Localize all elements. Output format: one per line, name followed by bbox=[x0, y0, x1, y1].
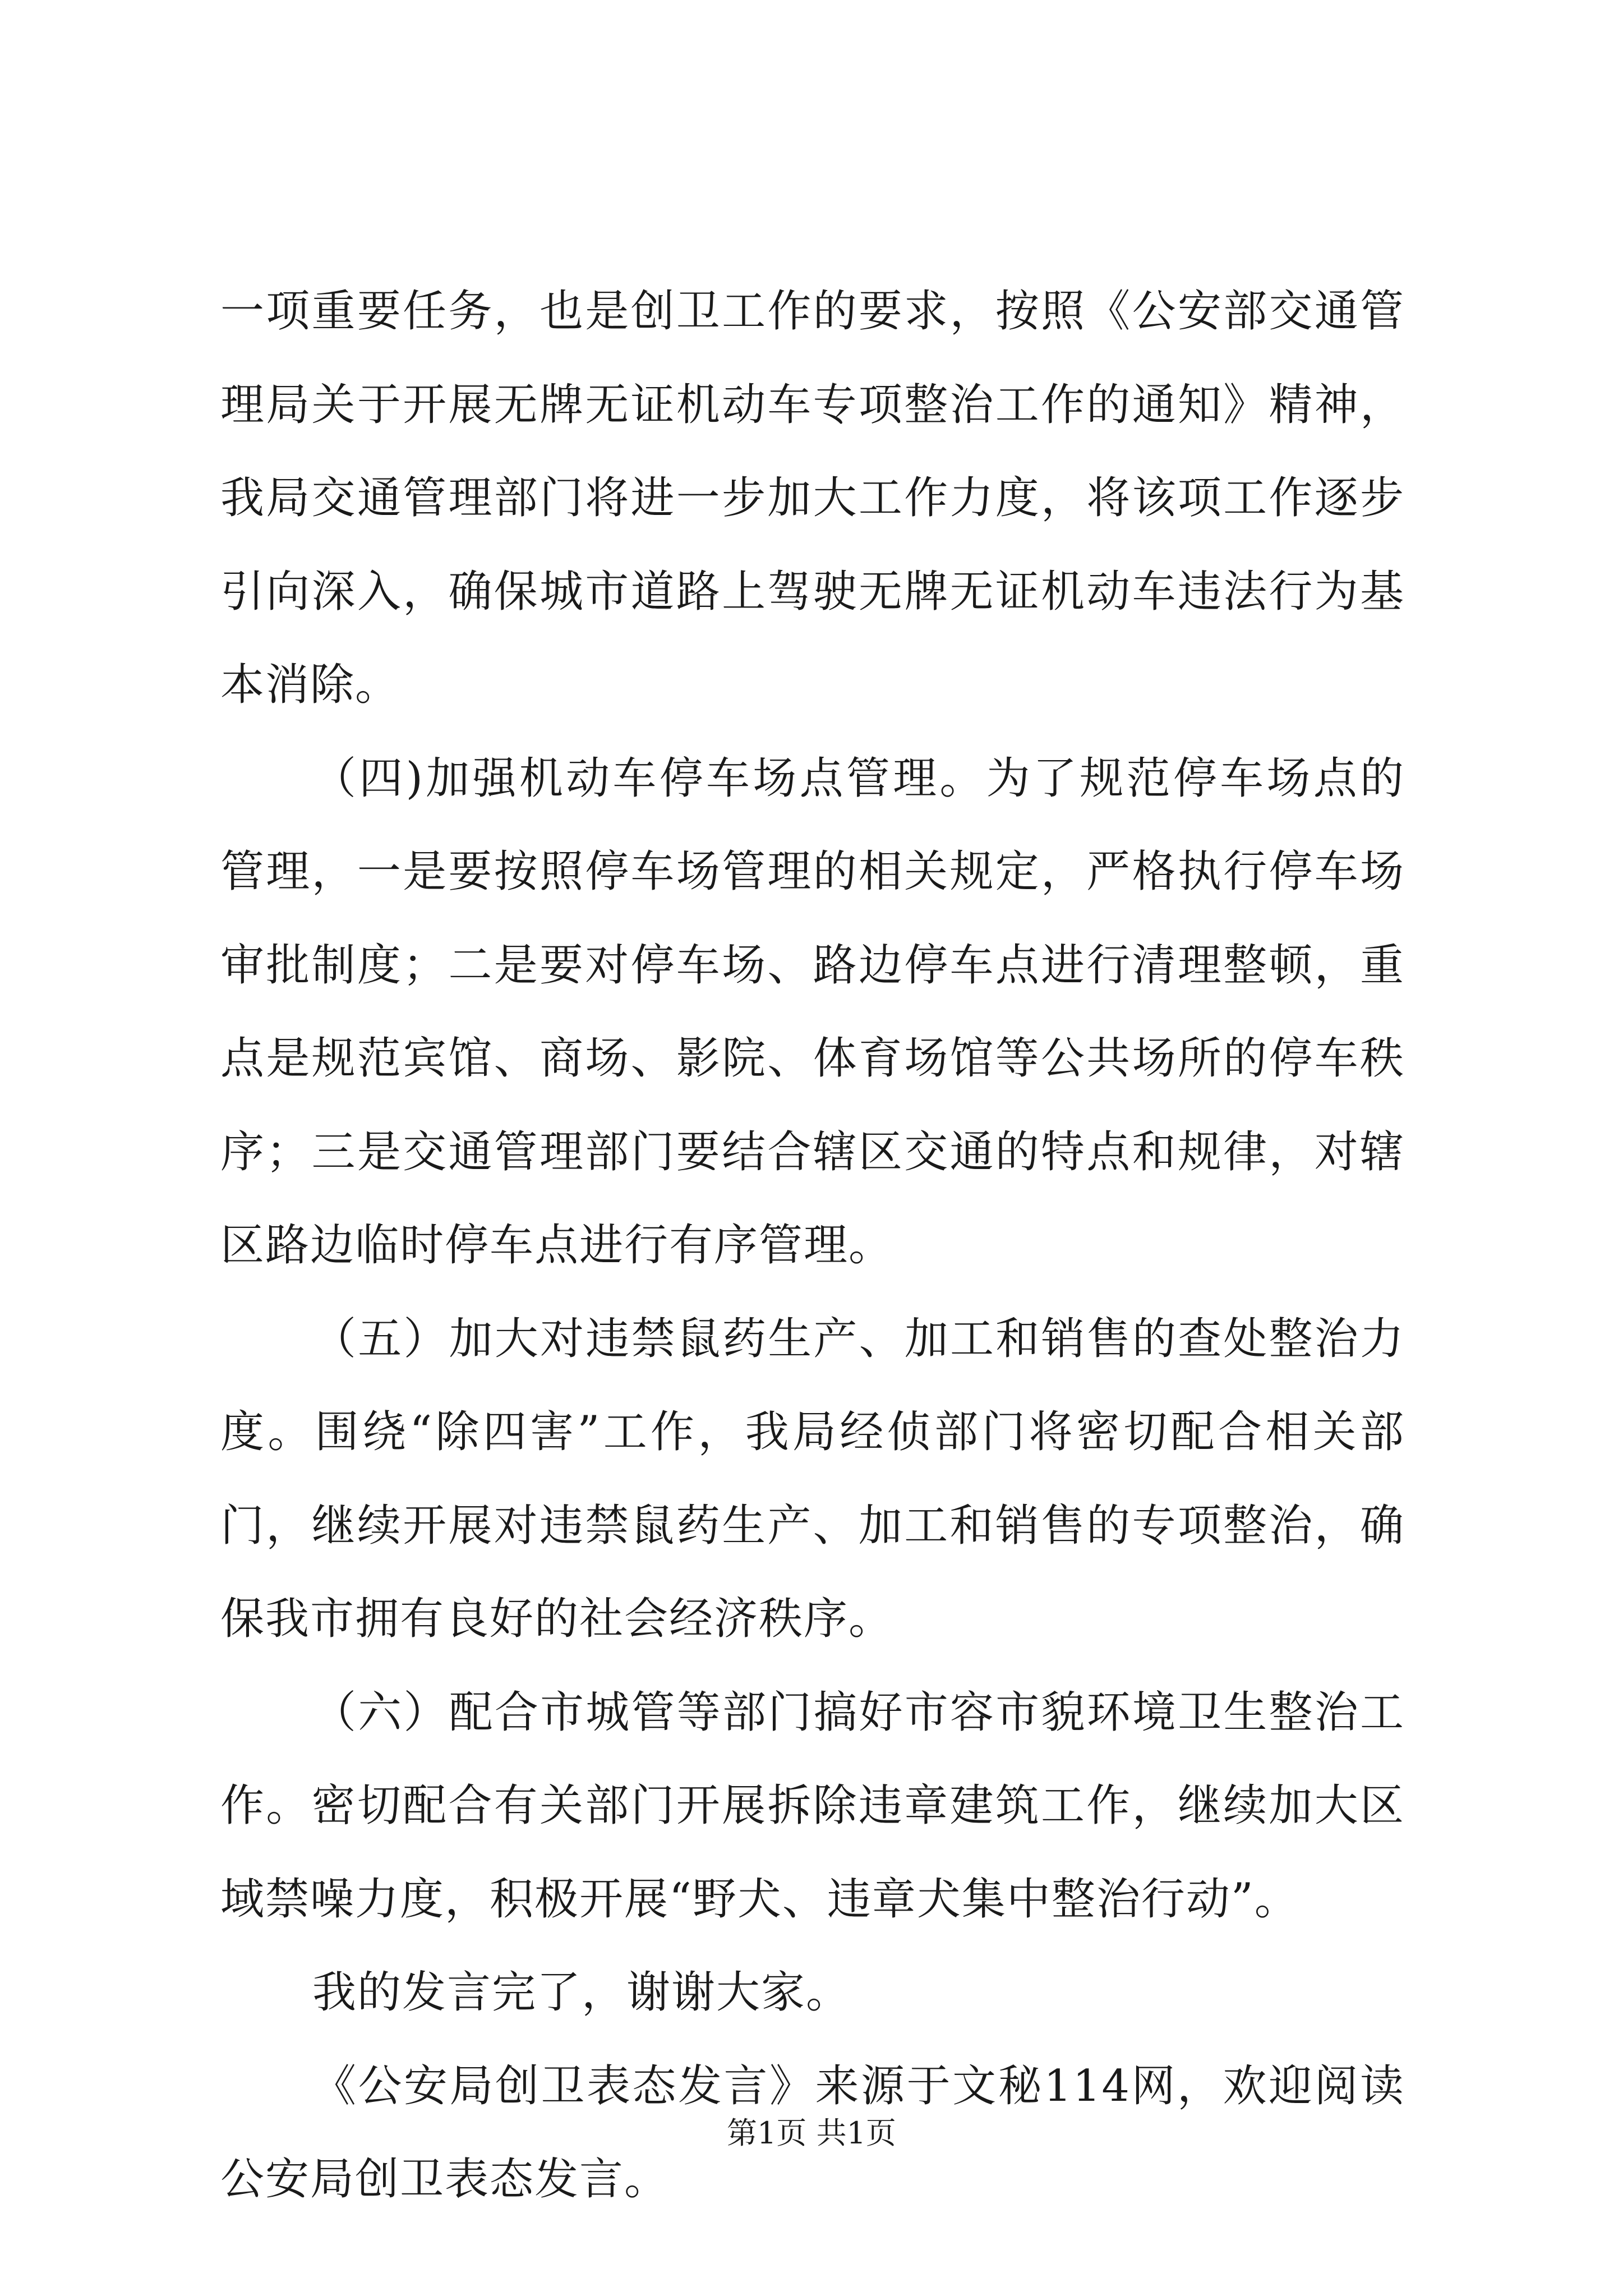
paragraph-parking-management: （四)加强机动车停车场点管理。为了规范停车场点的管理，一是要按照停车场管理的相关规定，严格执行停车场审批制度；二是要对停车场、路边停车点进行清理整顿，重点是规范宾馆、商场、影院、体育场馆等公共场所的停车秩序；三是交通管理部门要结合辖区交通的特点和规律，对辖区路边临时停车点进行有序管理。 bbox=[220, 753, 1405, 1271]
paragraph-city-appearance: （六）配合市城管等部门搞好市容市貌环境卫生整治工作。密切配合有关部门开展拆除违章建筑工作，继续加大区域禁噪力度，积极开展“野犬、违章犬集中整治行动”。 bbox=[220, 1687, 1405, 1925]
paragraph-continuation: 一项重要任务，也是创卫工作的要求，按照《公安部交通管理局关于开展无牌无证机动车专项整治工作的通知》精神，我局交通管理部门将进一步加大工作力度，将该项工作逐步引向深入，确保城市道路上驾驶无牌无证机动车违法行为基本消除。 bbox=[220, 286, 1405, 710]
paragraph-rat-poison-control: （五）加大对违禁鼠药生产、加工和销售的查处整治力度。围绕“除四害”工作，我局经侦部门将密切配合相关部门，继续开展对违禁鼠药生产、加工和销售的专项整治，确保我市拥有良好的社会经济秩序。 bbox=[220, 1313, 1405, 1644]
document-body bbox=[220, 265, 1405, 2226]
paragraph-source-note: 《公安局创卫表态发言》来源于文秘114网，欢迎阅读公安局创卫表态发言。 bbox=[220, 2060, 1405, 2205]
paragraph-closing-remark: 我的发言完了，谢谢大家。 bbox=[312, 1967, 851, 2018]
page-footer: 第1页 共1页 bbox=[727, 2115, 896, 2151]
